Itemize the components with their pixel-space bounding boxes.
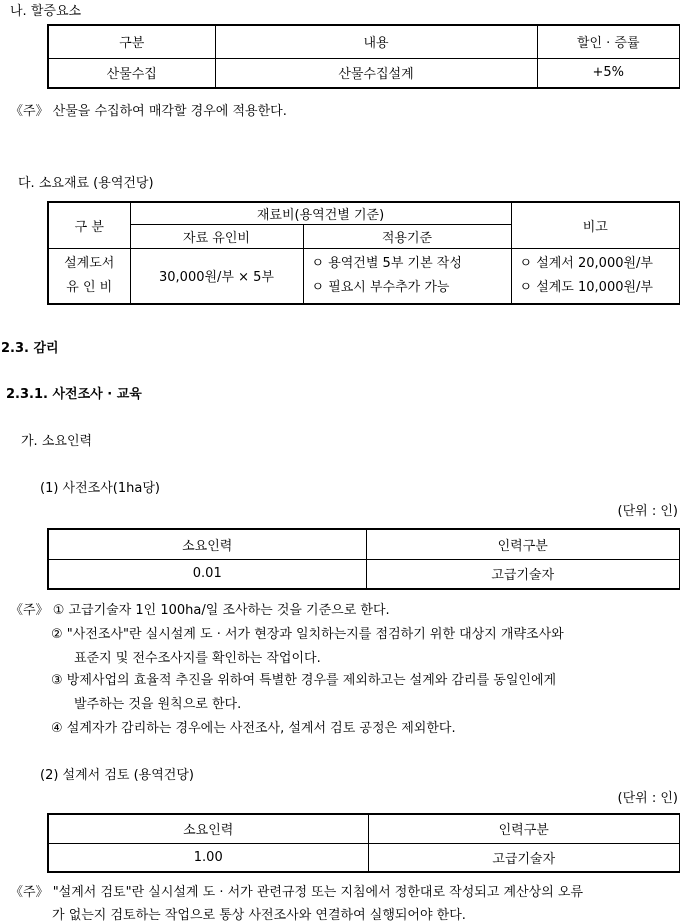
section-heading-na: 나. 할증요소 <box>10 4 82 19</box>
header-cell: 비고 <box>511 202 680 248</box>
table-cell: 고급기술자 <box>368 843 680 872</box>
note: 표준지 및 전수조사지를 확인하는 작업이다. <box>74 651 321 666</box>
section-heading-da: 다. 소요재료 (용역건당) <box>18 176 154 191</box>
table-cell: 산물수집설계 <box>215 58 537 88</box>
table-cell: 고급기술자 <box>366 559 680 589</box>
table-cell: +5% <box>537 58 680 88</box>
note: ④ 설계자가 감리하는 경우에는 사전조사, 설계서 검토 공정은 제외한다. <box>51 721 456 736</box>
header-cell: 인력구분 <box>366 529 680 559</box>
header-cell: 내용 <box>215 25 537 58</box>
header-cell: 소요인력 <box>48 814 368 843</box>
materials-table <box>47 201 680 305</box>
header-cell: 자료 유인비 <box>130 224 303 248</box>
unit-label: (단위 : 인) <box>617 791 678 806</box>
table-cell: 0.01 <box>48 559 366 589</box>
header-cell: 적용기준 <box>303 224 511 248</box>
note: ② "사전조사"란 실시설계 도 · 서가 현장과 일치하는지를 점검하기 위한 대상지 개략조사와 <box>51 627 564 642</box>
table-cell: 산물수집 <box>48 58 215 88</box>
note: 《주》 "설계서 검토"란 실시설계 도 · 서가 관련규정 또는 지침에서 정한대로 작성되고 계산상의 오류 <box>10 885 584 900</box>
sub-heading-ga: 가. 소요인력 <box>21 434 93 449</box>
table-cell: 30,000원/부 × 5부 <box>130 248 303 304</box>
note: 가 없는지 검토하는 작업으로 통상 사전조사와 연결하여 실행되어야 한다. <box>52 908 466 923</box>
header-cell: 소요인력 <box>48 529 366 559</box>
unit-label: (단위 : 인) <box>617 504 678 519</box>
surcharge-table <box>47 24 680 89</box>
note: 《주》 ① 고급기술자 1인 100ha/일 조사하는 것을 기준으로 한다. <box>10 603 390 618</box>
note: ③ 방제사업의 효율적 추진을 위하여 특별한 경우를 제외하고는 설계와 감리를 동일인에게 <box>51 673 557 688</box>
table-cell: ㅇ 용역건별 5부 기본 작성 ㅇ 필요시 부수추가 가능 <box>303 248 511 304</box>
header-cell: 인력구분 <box>368 814 680 843</box>
header-cell: 할인 · 증률 <box>537 25 680 58</box>
survey-table <box>47 528 680 590</box>
note: 《주》 산물을 수집하여 매각할 경우에 적용한다. <box>10 104 287 119</box>
note: 발주하는 것을 원칙으로 한다. <box>74 697 242 712</box>
table-cell: 1.00 <box>48 843 368 872</box>
row-label: 설계도서 유 인 비 <box>48 248 130 304</box>
header-cell: 재료비(용역건별 기준) <box>130 202 511 224</box>
item-heading-2: (2) 설계서 검토 (용역건당) <box>40 768 194 783</box>
table-cell: ㅇ 설계서 20,000원/부 ㅇ 설계도 10,000원/부 <box>511 248 680 304</box>
header-cell: 구분 <box>48 25 215 58</box>
header-cell: 구 분 <box>48 202 130 248</box>
section-heading-2-3: 2.3. 감리 <box>1 341 59 356</box>
section-heading-2-3-1: 2.3.1. 사전조사 · 교육 <box>6 387 142 402</box>
item-heading-1: (1) 사전조사(1ha당) <box>40 481 160 496</box>
review-table <box>47 813 680 873</box>
